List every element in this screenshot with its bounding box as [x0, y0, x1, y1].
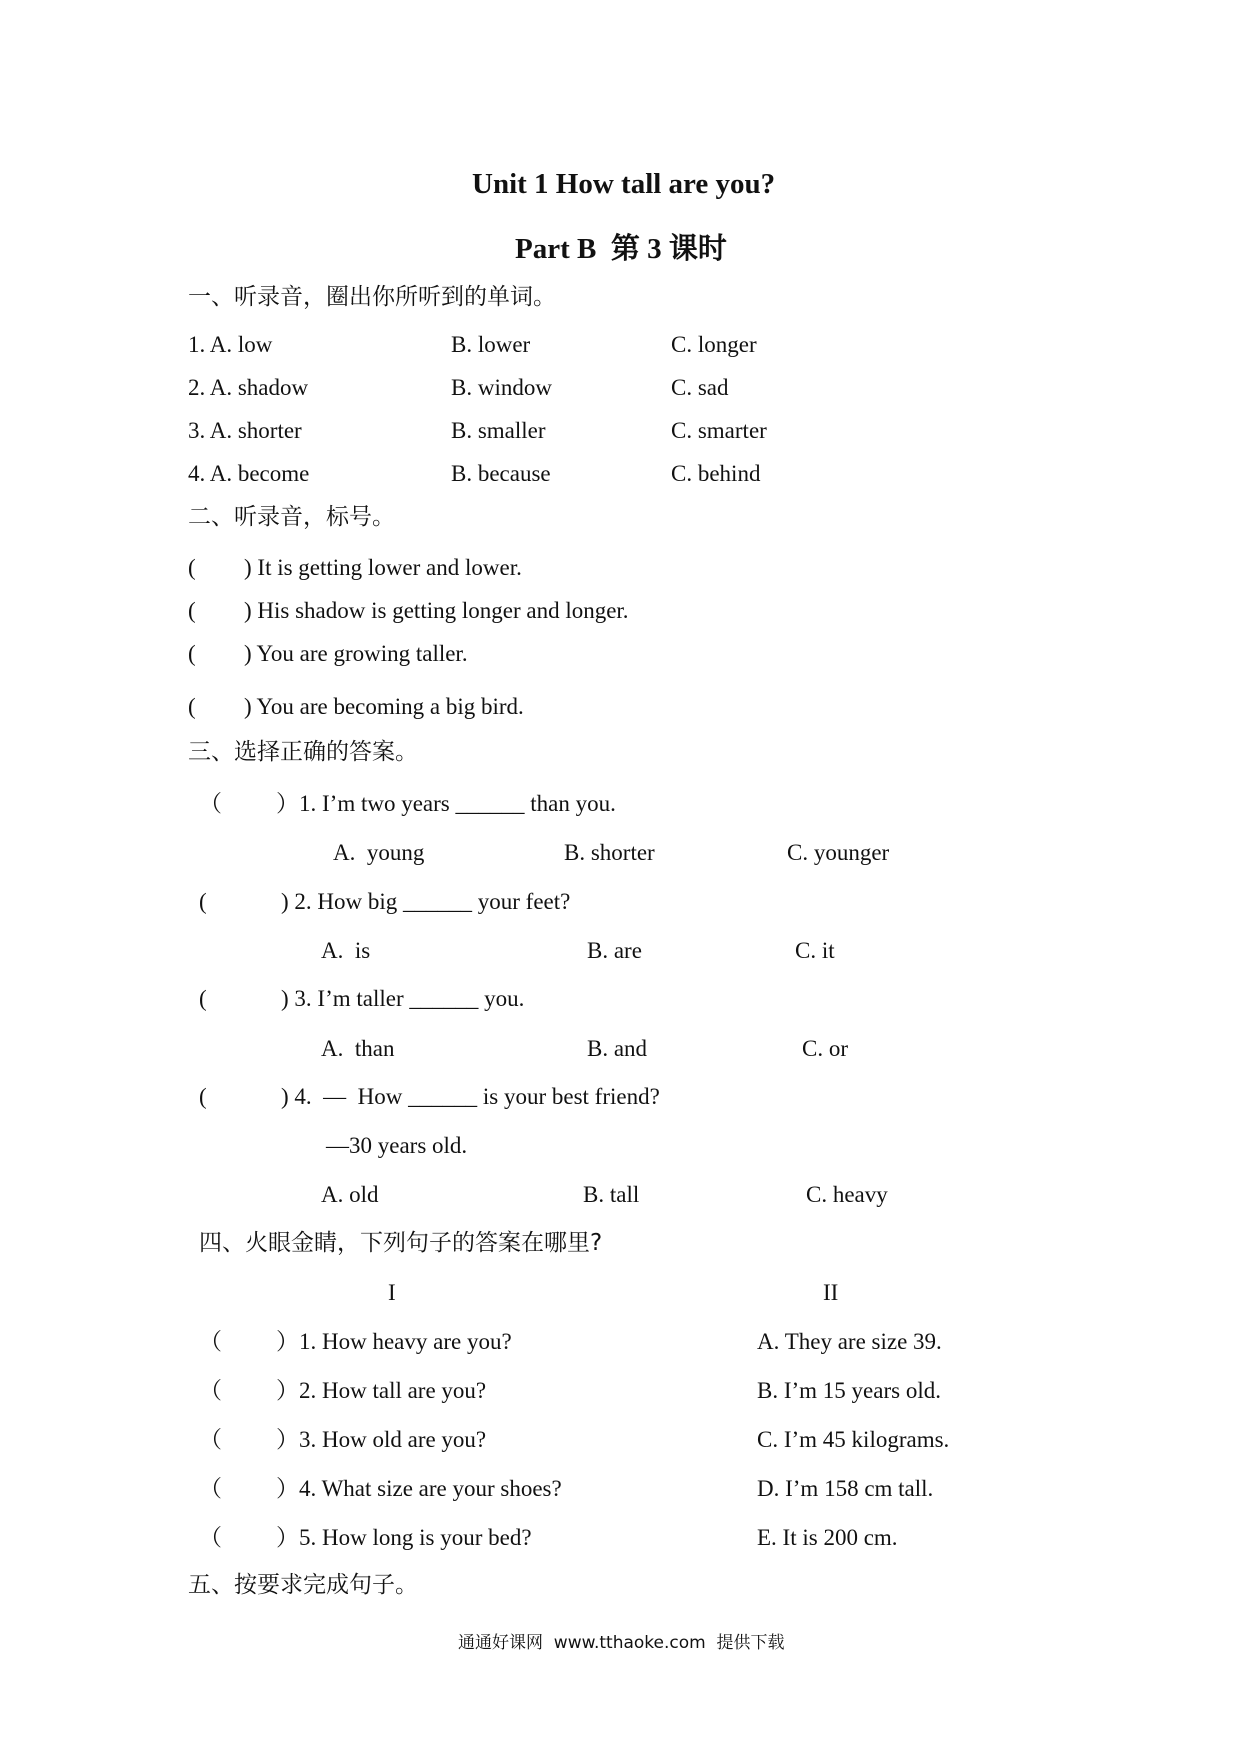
s4-q4-question: ）4. What size are your shoes?	[276, 1476, 562, 1501]
s1-q3-option-c: C. smarter	[671, 418, 767, 443]
s3-q3-option-a: A. than	[321, 1036, 395, 1061]
s2-item1-text: ) It is getting lower and lower.	[244, 555, 522, 580]
s4-answer-a: A. They are size 39.	[757, 1329, 942, 1354]
s2-item2-paren: (	[188, 598, 196, 623]
s2-item3-paren: (	[188, 641, 196, 666]
s2-item4-paren: (	[188, 694, 196, 719]
s1-q4-option-c: C. behind	[671, 461, 761, 486]
s4-answer-b: B. I’m 15 years old.	[757, 1378, 941, 1403]
s1-q1-option-b: B. lower	[451, 332, 531, 357]
page-footer: 通通好课网 www.tthaoke.com 提供下载	[458, 1633, 785, 1653]
s3-q3-question: ) 3. I’m taller ______ you.	[281, 986, 525, 1011]
s4-answer-d: D. I’m 158 cm tall.	[757, 1476, 934, 1501]
s4-q2-paren: （	[199, 1378, 222, 1403]
s3-q2-option-c: C. it	[795, 938, 835, 963]
s2-item2-text: ) His shadow is getting longer and longer.	[244, 598, 629, 623]
s4-answer-e: E. It is 200 cm.	[757, 1525, 898, 1550]
s3-q2-paren: (	[199, 889, 207, 914]
s3-q1-question: ）1. I’m two years ______ than you.	[276, 791, 616, 816]
s1-q4-option-a: 4. A. become	[188, 461, 310, 486]
s3-q2-option-a: A. is	[321, 938, 371, 963]
s3-q4-question: ) 4. — How ______ is your best friend?	[281, 1084, 660, 1109]
s4-q5-paren: （	[199, 1525, 222, 1550]
s1-q1-option-a: 1. A. low	[188, 332, 273, 357]
s3-q4-option-c: C. heavy	[806, 1182, 888, 1207]
s3-q1-option-c: C. younger	[787, 840, 890, 865]
s1-q2-option-b: B. window	[451, 375, 552, 400]
s4-q3-paren: （	[199, 1427, 222, 1452]
s4-q2-question: ）2. How tall are you?	[276, 1378, 487, 1403]
s3-q3-option-c: C. or	[802, 1036, 848, 1061]
section3-heading: 三、选择正确的答案。	[188, 739, 418, 765]
s3-q1-paren: （	[199, 791, 222, 816]
s2-item4-text: ) You are becoming a big bird.	[244, 694, 524, 719]
s1-q2-option-a: 2. A. shadow	[188, 375, 309, 400]
s3-q2-question: ) 2. How big ______ your feet?	[281, 889, 571, 914]
s4-column-i-label: I	[388, 1280, 396, 1305]
s3-q2-option-b: B. are	[587, 938, 642, 963]
s3-q1-option-b: B. shorter	[564, 840, 655, 865]
s4-answer-c: C. I’m 45 kilograms.	[757, 1427, 950, 1452]
s4-q1-question: ）1. How heavy are you?	[276, 1329, 512, 1354]
s4-q1-paren: （	[199, 1329, 222, 1354]
s3-q3-option-b: B. and	[587, 1036, 648, 1061]
s3-q3-paren: (	[199, 986, 207, 1011]
section4-heading: 四、火眼金睛，下列句子的答案在哪里?	[199, 1230, 603, 1256]
s1-q3-option-b: B. smaller	[451, 418, 546, 443]
s3-q4-option-a: A. old	[321, 1182, 379, 1207]
section1-heading: 一、听录音，圈出你所听到的单词。	[188, 284, 556, 310]
section2-heading: 二、听录音，标号。	[188, 504, 395, 530]
page-title: Unit 1 How tall are you?	[472, 168, 776, 200]
s4-q5-question: ）5. How long is your bed?	[276, 1525, 532, 1550]
s4-q4-paren: （	[199, 1476, 222, 1501]
s2-item1-paren: (	[188, 555, 196, 580]
s1-q4-option-b: B. because	[451, 461, 551, 486]
s1-q3-option-a: 3. A. shorter	[188, 418, 302, 443]
s3-q4-paren: (	[199, 1084, 207, 1109]
section5-heading: 五、按要求完成句子。	[188, 1572, 418, 1598]
s1-q1-option-c: C. longer	[671, 332, 757, 357]
s3-q4-option-b: B. tall	[583, 1182, 640, 1207]
s4-column-ii-label: II	[823, 1280, 839, 1305]
s2-item3-text: ) You are growing taller.	[244, 641, 468, 666]
page-subtitle: Part B 第 3 课时	[515, 233, 727, 265]
s3-q4-answer-line: —30 years old.	[326, 1133, 468, 1158]
s1-q2-option-c: C. sad	[671, 375, 729, 400]
s3-q1-option-a: A. young	[333, 840, 425, 865]
s4-q3-question: ）3. How old are you?	[276, 1427, 487, 1452]
